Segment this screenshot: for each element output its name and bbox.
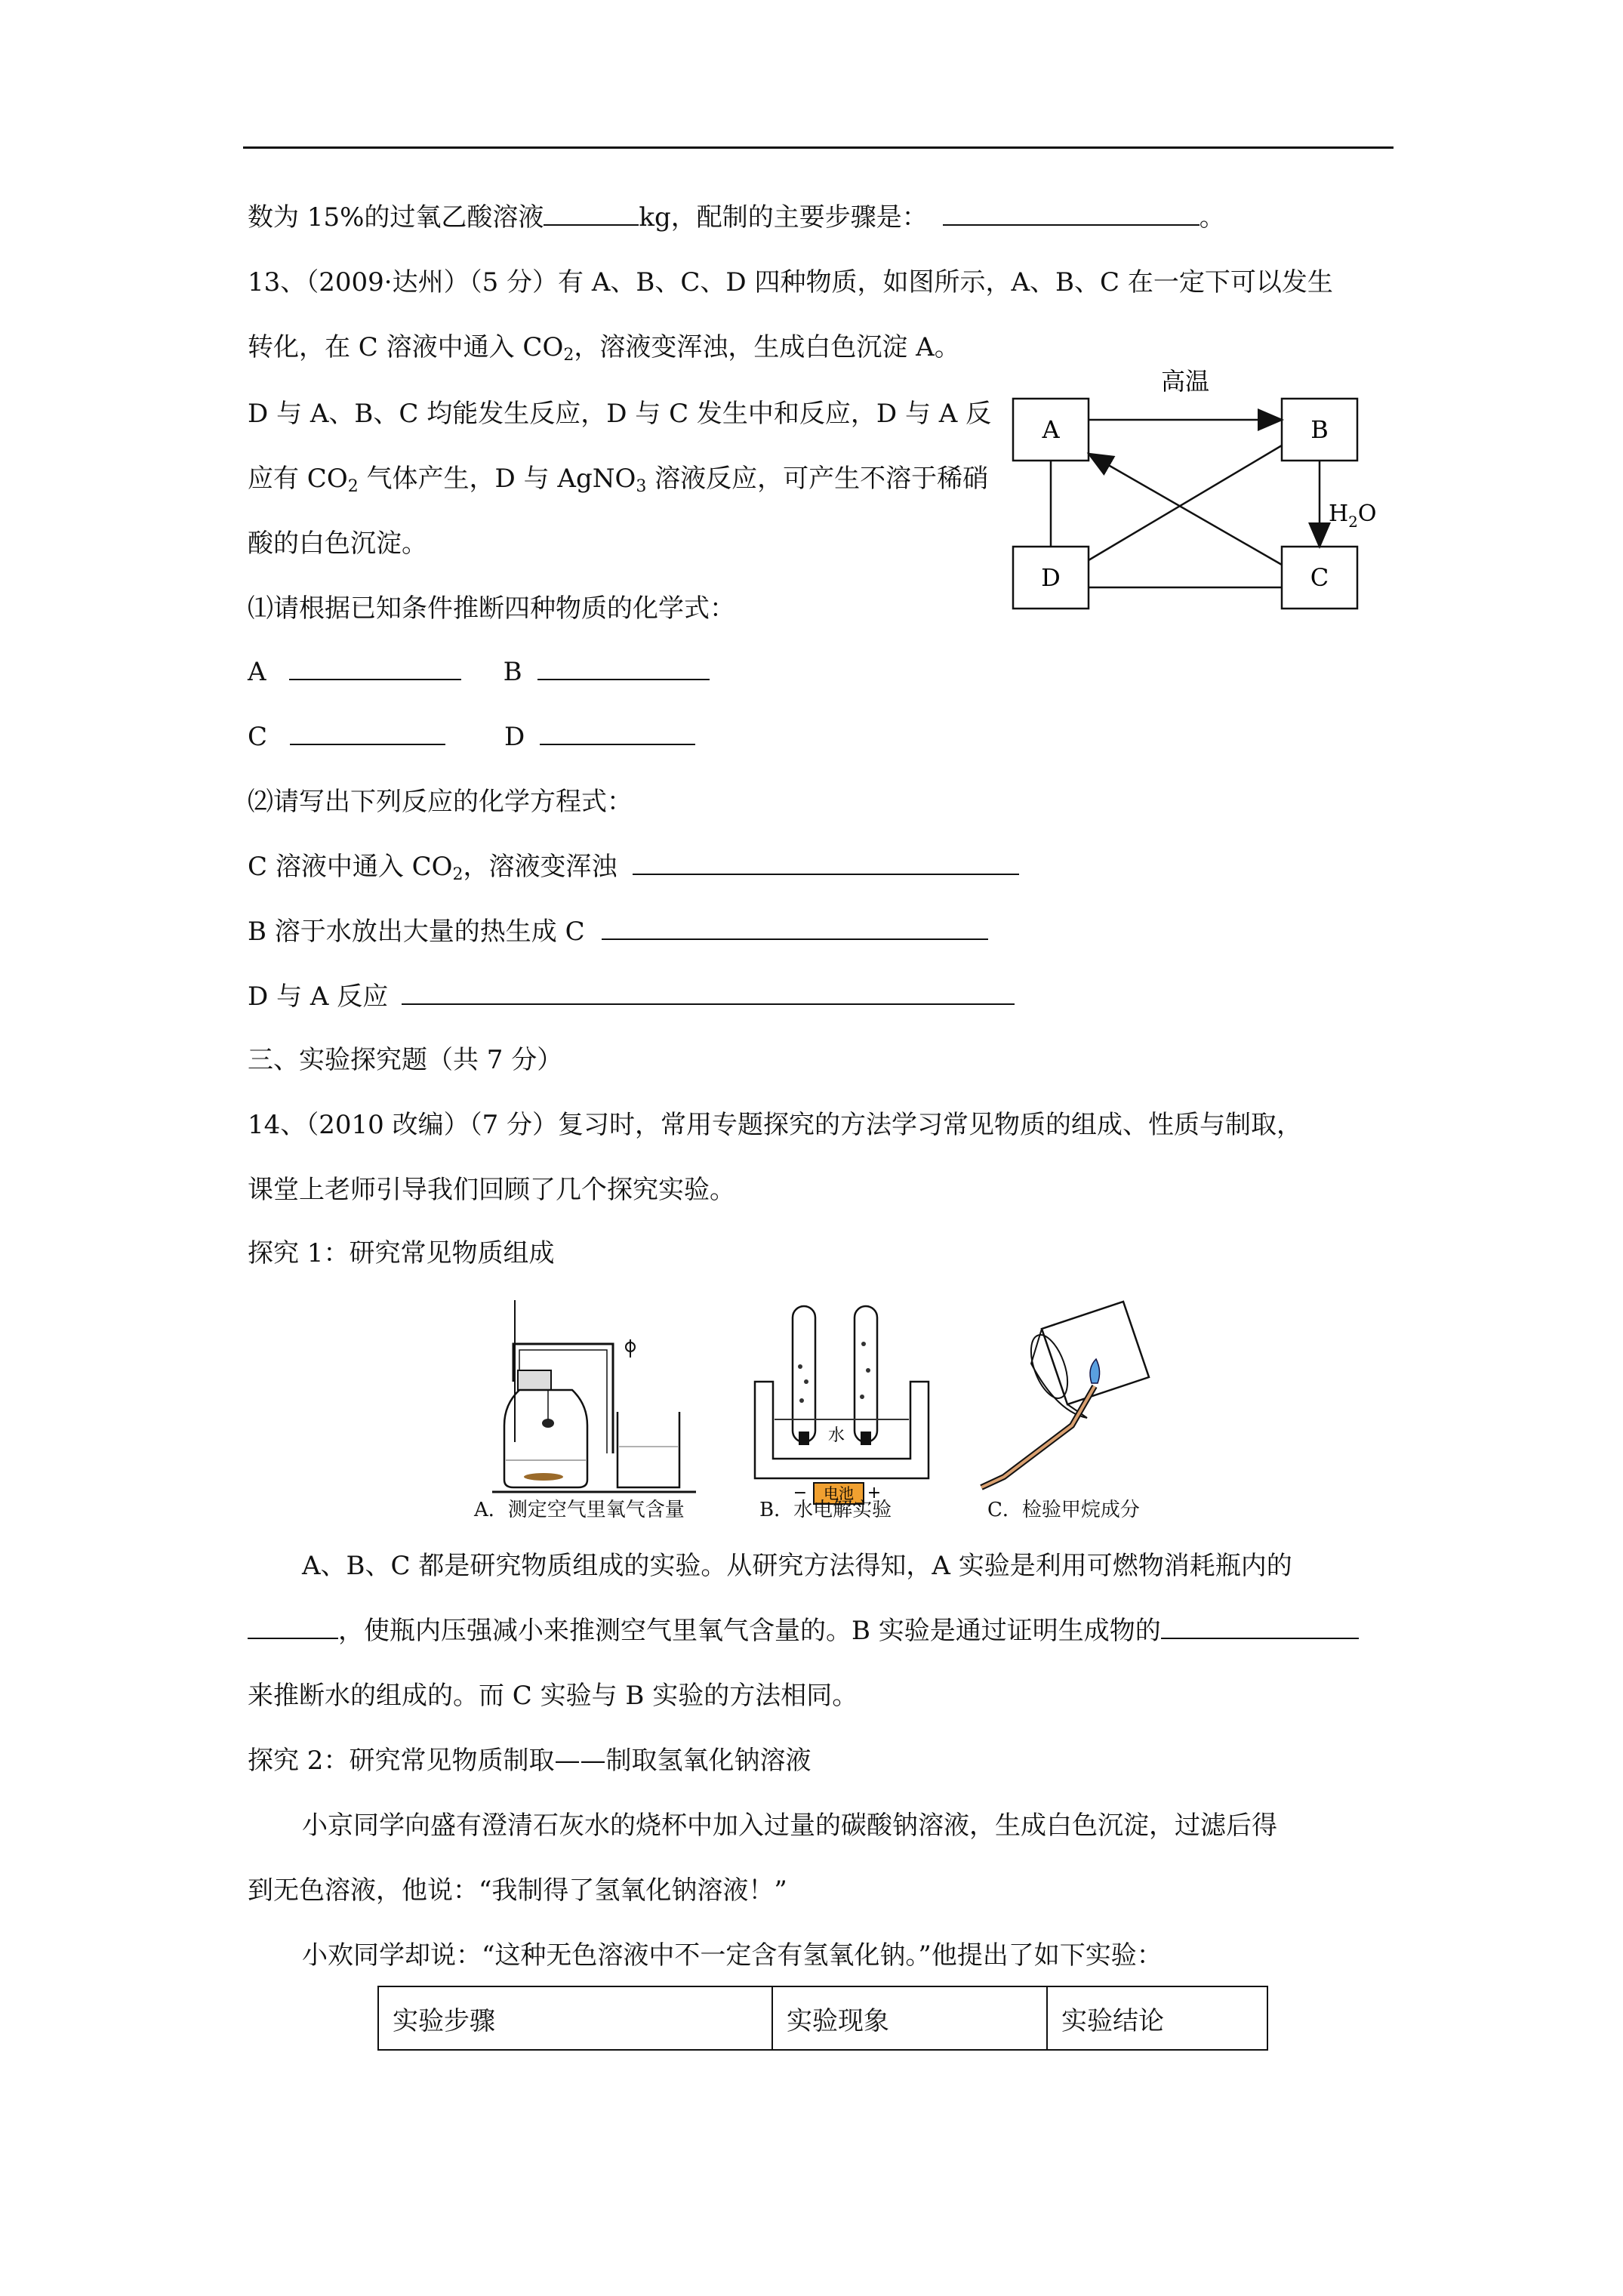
probe-1-title: 探究 1：研究常见物质组成 — [248, 1238, 555, 1268]
answer-row-cd — [248, 720, 695, 754]
node-label-b: B — [1310, 415, 1329, 444]
answer-blank[interactable] — [1161, 1615, 1359, 1639]
q13-line1: 13、（2009·达州）（5 分）有 A、B、C、D 四种物质，如图所示，A、B、C 在一定下可以发生 — [248, 267, 1333, 297]
table-header-phenomena: 实验现象 — [772, 1986, 1047, 2050]
q13-part2: ⑵请写出下列反应的化学方程式： — [248, 787, 633, 817]
q13-part1: ⑴请根据已知条件推断四种物质的化学式： — [248, 593, 735, 624]
q14-para6: 小欢同学却说：“这种无色溶液中不一定含有氢氧化钠。”他提出了如下实验： — [302, 1940, 1163, 1971]
answer-blank[interactable] — [602, 916, 988, 940]
label-plus: + — [867, 1484, 882, 1502]
q14-text: ，使瓶内压强减小来推测空气里氧气含量的。B 实验是通过证明生成物的 — [338, 1616, 1161, 1646]
q14-para4: 小京同学向盛有澄清石灰水的烧杯中加入过量的碳酸钠溶液，生成白色沉淀，过滤后得 — [302, 1811, 1277, 1841]
q14-para2 — [248, 1614, 1359, 1647]
q13-line4 — [248, 462, 988, 504]
edge-label-high-temp: 高温 — [1160, 367, 1210, 396]
figure-b-electrolysis — [740, 1299, 966, 1525]
label-c: C — [248, 722, 268, 752]
q14-line2: 课堂上老师引导我们回顾了几个探究实验。 — [248, 1175, 735, 1205]
q13-text: B 溶于水放出大量的热生成 C — [248, 917, 585, 947]
caption-a: A．测定空气里氧气含量 — [474, 1499, 685, 1521]
answer-blank[interactable] — [943, 202, 1200, 226]
table-header-conclusion: 实验结论 — [1047, 1986, 1267, 2050]
q13-text: C 溶液中通入 CO — [248, 852, 453, 882]
label-b: B — [503, 657, 522, 687]
q13-text: 气体产生，D 与 AgNO — [358, 464, 636, 494]
q14-para3: 来推断水的组成的。而 C 实验与 B 实验的方法相同。 — [248, 1681, 858, 1711]
substance-relation-diagram — [1004, 362, 1381, 619]
caption-b: B．水电解实验 — [759, 1499, 892, 1521]
table-header-row — [378, 1986, 1267, 2050]
header-rule — [243, 146, 1394, 149]
subscript: 2 — [347, 477, 359, 496]
node-label-a: A — [1042, 415, 1060, 444]
q13-text: 转化，在 C 溶液中通入 CO — [248, 332, 564, 362]
q13-line3: D 与 A、B、C 均能发生反应，D 与 C 发生中和反应，D 与 A 反 — [248, 399, 992, 429]
edge-label-water: $H_2O$ — [1329, 501, 1377, 531]
subscript: 2 — [563, 346, 574, 365]
q14-para1: A、B、C 都是研究物质组成的实验。从研究方法得知，A 实验是利用可燃物消耗瓶内的 — [302, 1551, 1292, 1581]
label-d: D — [504, 722, 525, 752]
label-battery: 电池 — [824, 1484, 854, 1502]
q13-line2 — [248, 331, 960, 372]
answer-row-ab — [248, 655, 710, 689]
q13-text: 溶液反应，可产生不溶于稀硝 — [646, 464, 989, 494]
section-3-title: 三、实验探究题（共 7 分） — [248, 1045, 563, 1075]
q13-text: ，溶液变浑浊，生成白色沉淀 A。 — [574, 332, 960, 362]
answer-blank-b[interactable] — [537, 656, 710, 680]
q13-text: D 与 A 反应 — [248, 982, 389, 1012]
figure-a-oxygen-apparatus — [483, 1299, 710, 1525]
answer-blank-a[interactable] — [289, 656, 461, 680]
equation-2 — [248, 915, 988, 948]
arrow-c-to-a — [1090, 455, 1282, 565]
q12-text: 数为 15%的过氧乙酸溶液 — [248, 202, 544, 233]
label-minus: − — [793, 1484, 808, 1502]
probe-2-title: 探究 2：研究常见物质制取——制取氢氧化钠溶液 — [248, 1746, 812, 1776]
q13-text: ，溶液变浑浊 — [463, 852, 617, 882]
node-label-c: C — [1310, 563, 1329, 592]
q12-tail-line — [248, 201, 1225, 234]
node-label-d: D — [1041, 563, 1061, 592]
answer-blank-c[interactable] — [290, 721, 445, 745]
equation-1 — [248, 850, 1019, 892]
answer-blank-d[interactable] — [540, 721, 695, 745]
experiment-table — [377, 1986, 1268, 2051]
line-b-d — [1089, 445, 1282, 560]
label-a: A — [248, 657, 266, 687]
label-water: 水 — [827, 1426, 845, 1445]
table-header-steps: 实验步骤 — [378, 1986, 772, 2050]
q14-line1: 14、（2010 改编）（7 分）复习时，常用专题探究的方法学习常见物质的组成、性质与制取， — [248, 1110, 1303, 1140]
subscript: 3 — [636, 477, 647, 496]
q13-line5: 酸的白色沉淀。 — [248, 529, 427, 559]
answer-blank[interactable] — [633, 851, 1019, 875]
q12-end: 。 — [1199, 202, 1225, 233]
q14-para5: 到无色溶液，他说：“我制得了氢氧化钠溶液！” — [248, 1875, 787, 1906]
equation-3 — [248, 980, 1015, 1013]
caption-c: C．检验甲烷成分 — [987, 1499, 1140, 1521]
figure-c-methane — [974, 1299, 1178, 1525]
answer-blank[interactable] — [402, 981, 1015, 1005]
answer-blank[interactable] — [248, 1615, 338, 1639]
q13-text: 应有 CO — [248, 464, 348, 494]
q12-unit: kg，配制的主要步骤是： — [639, 202, 928, 233]
subscript: 2 — [452, 865, 463, 884]
answer-blank[interactable] — [544, 202, 639, 226]
